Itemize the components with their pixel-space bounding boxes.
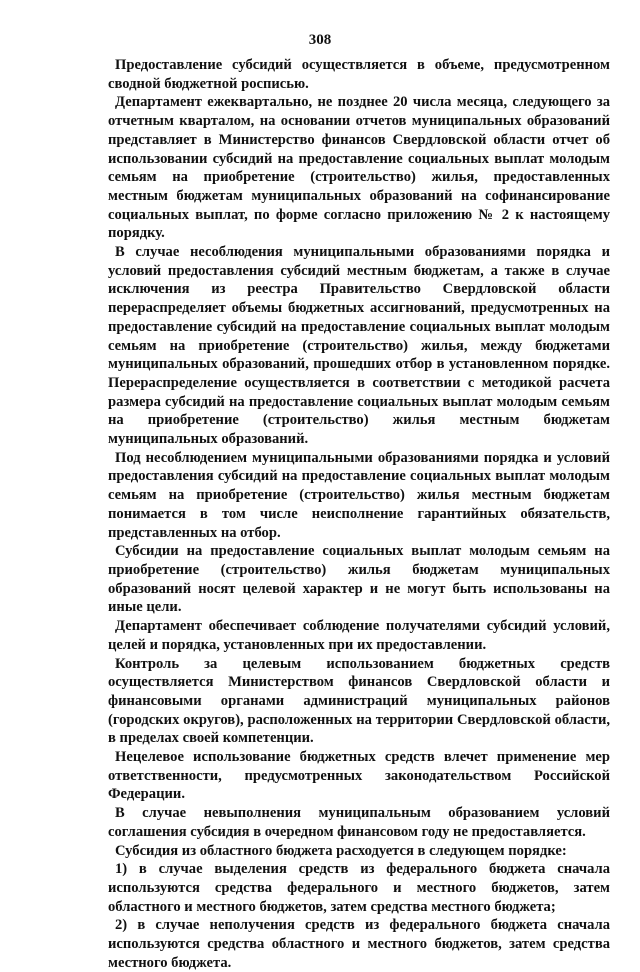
paragraph: Контроль за целевым использованием бюджетных средств осуществляется Министерством финансов Свердловской области и финансовыми органами администраций муниципальных районов (городских округов), расположенных на территории Свердловской области, в пределах своей компетенции. [108, 655, 610, 747]
document-body [108, 56, 610, 972]
paragraph: Предоставление субсидий осуществляется в объеме, предусмотренном сводной бюджетной росписью. [108, 57, 610, 92]
paragraph: Субсидия из областного бюджета расходуется в следующем порядке: [115, 842, 567, 859]
paragraph: 2) в случае неполучения средств из федерального бюджета сначала используются средства областного и местного бюджетов, затем средства местного бюджета. [108, 917, 610, 971]
paragraph: В случае невыполнения муниципальным образованием условий соглашения субсидия в очередном финансовом году не предоставляется. [108, 805, 610, 840]
paragraph: 1) в случае выделения средств из федерального бюджета сначала используются средства федерального и местного бюджетов, затем областного и местного бюджетов, затем средства местного бюджета; [108, 861, 610, 915]
paragraph: Нецелевое использование бюджетных средств влечет применение мер ответственности, предусмотренных законодательством Российской Федерации. [108, 749, 610, 803]
paragraph: Субсидии на предоставление социальных выплат молодым семьям на приобретение (строительство) жилья бюджетам муниципальных образований носят целевой характер и не могут быть использованы на иные цели. [108, 543, 610, 616]
paragraph: В случае несоблюдения муниципальными образованиями порядка и условий предоставления субсидий местным бюджетам, а также в случае исключения из реестра Правительство Свердловской области перераспределяет объемы бюджетных ассигнований, предусмотренных на предоставление субсидий на предоставление социальных выплат молодым семьям на приобретение (строительство) жилья, между бюджетами муниципальных образований, прошедших отбор в установленном порядке. Перераспределение осуществляется в соответствии с методикой расчета размера субсидий на предоставление социальных выплат молодым семьям на приобретение (строительство) жилья местным бюджетам муниципальных образований. [108, 244, 610, 448]
paragraph: Департамент ежеквартально, не позднее 20 числа месяца, следующего за отчетным кварталом, на основании отчетов муниципальных образований представляет в Министерство финансов Свердловской области отчет об использовании субсидий на предоставление социальных выплат молодым семьям на приобретение (строительство) жилья, предоставленных местным бюджетам муниципальных образований на софинансирование социальных выплат, по форме согласно приложению № 2 к настоящему порядку. [108, 94, 610, 242]
page-number: 308 [308, 32, 332, 48]
paragraph: Под несоблюдением муниципальными образованиями порядка и условий предоставления субсидий на предоставление социальных выплат молодым семьям на приобретение (строительство) жилья местным бюджетам понимается в том числе неисполнение гарантийных обязательств, представленных на отбор. [108, 449, 610, 541]
paragraph: Департамент обеспечивает соблюдение получателями субсидий условий, целей и порядка, установленных при их предоставлении. [108, 618, 610, 653]
